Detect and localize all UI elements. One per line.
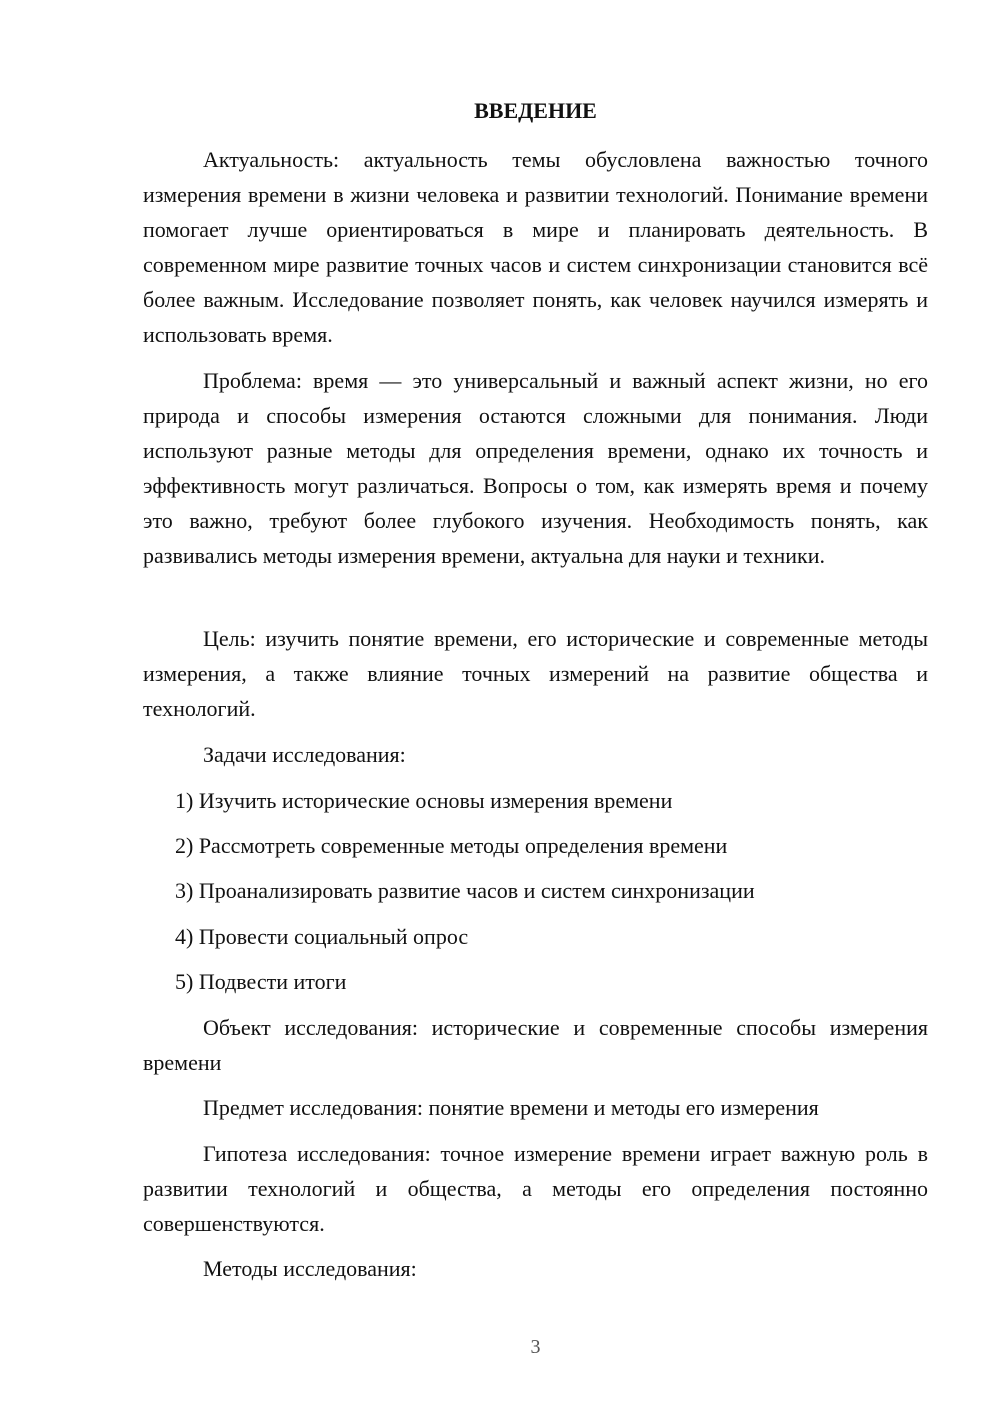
paragraph-subject: Предмет исследования: понятие времени и методы его измерения: [203, 1095, 819, 1120]
paragraph-goal: Цель: изучить понятие времени, его исторические и современные методы измерения, а также влияние точных измерений на развитие общества и технологий.: [143, 626, 928, 721]
tasks-heading: Задачи исследования:: [203, 742, 406, 767]
page-number: 3: [530, 1336, 541, 1358]
methods-heading: Методы исследования:: [203, 1256, 417, 1281]
paragraph-object: Объект исследования: исторические и современные способы измерения времени: [143, 1015, 928, 1075]
page-title: ВВЕДЕНИЕ: [474, 98, 597, 123]
document-page: [143, 0, 928, 1414]
paragraph-relevance: Актуальность: актуальность темы обусловлена важностью точного измерения времени в жизни человека и развитии технологий. Понимание времени помогает лучше ориентироваться в мире и планировать деятельность. В современном мире развитие точных часов и систем синхронизации становится всё более важным. Исследование позволяет понять, как человек научился измерять и использовать время.: [143, 147, 928, 347]
paragraph-hypothesis: Гипотеза исследования: точное измерение времени играет важную роль в развитии технологий и общества, а методы его определения постоянно совершенствуются.: [143, 1141, 928, 1236]
task-item-3: 3) Проанализировать развитие часов и систем синхронизации: [175, 878, 755, 903]
task-item-5: 5) Подвести итоги: [175, 969, 347, 994]
paragraph-problem: Проблема: время — это универсальный и важный аспект жизни, но его природа и способы измерения остаются сложными для понимания. Люди используют разные методы для определения времени, однако их точность и эффективность могут различаться. Вопросы о том, как измерять время и почему это важно, требуют более глубокого изучения. Необходимость понять, как развивались методы измерения времени, актуальна для науки и техники.: [143, 368, 928, 568]
task-item-2: 2) Рассмотреть современные методы определения времени: [175, 833, 728, 858]
task-item-4: 4) Провести социальный опрос: [175, 924, 469, 949]
task-item-1: 1) Изучить исторические основы измерения времени: [175, 788, 673, 813]
